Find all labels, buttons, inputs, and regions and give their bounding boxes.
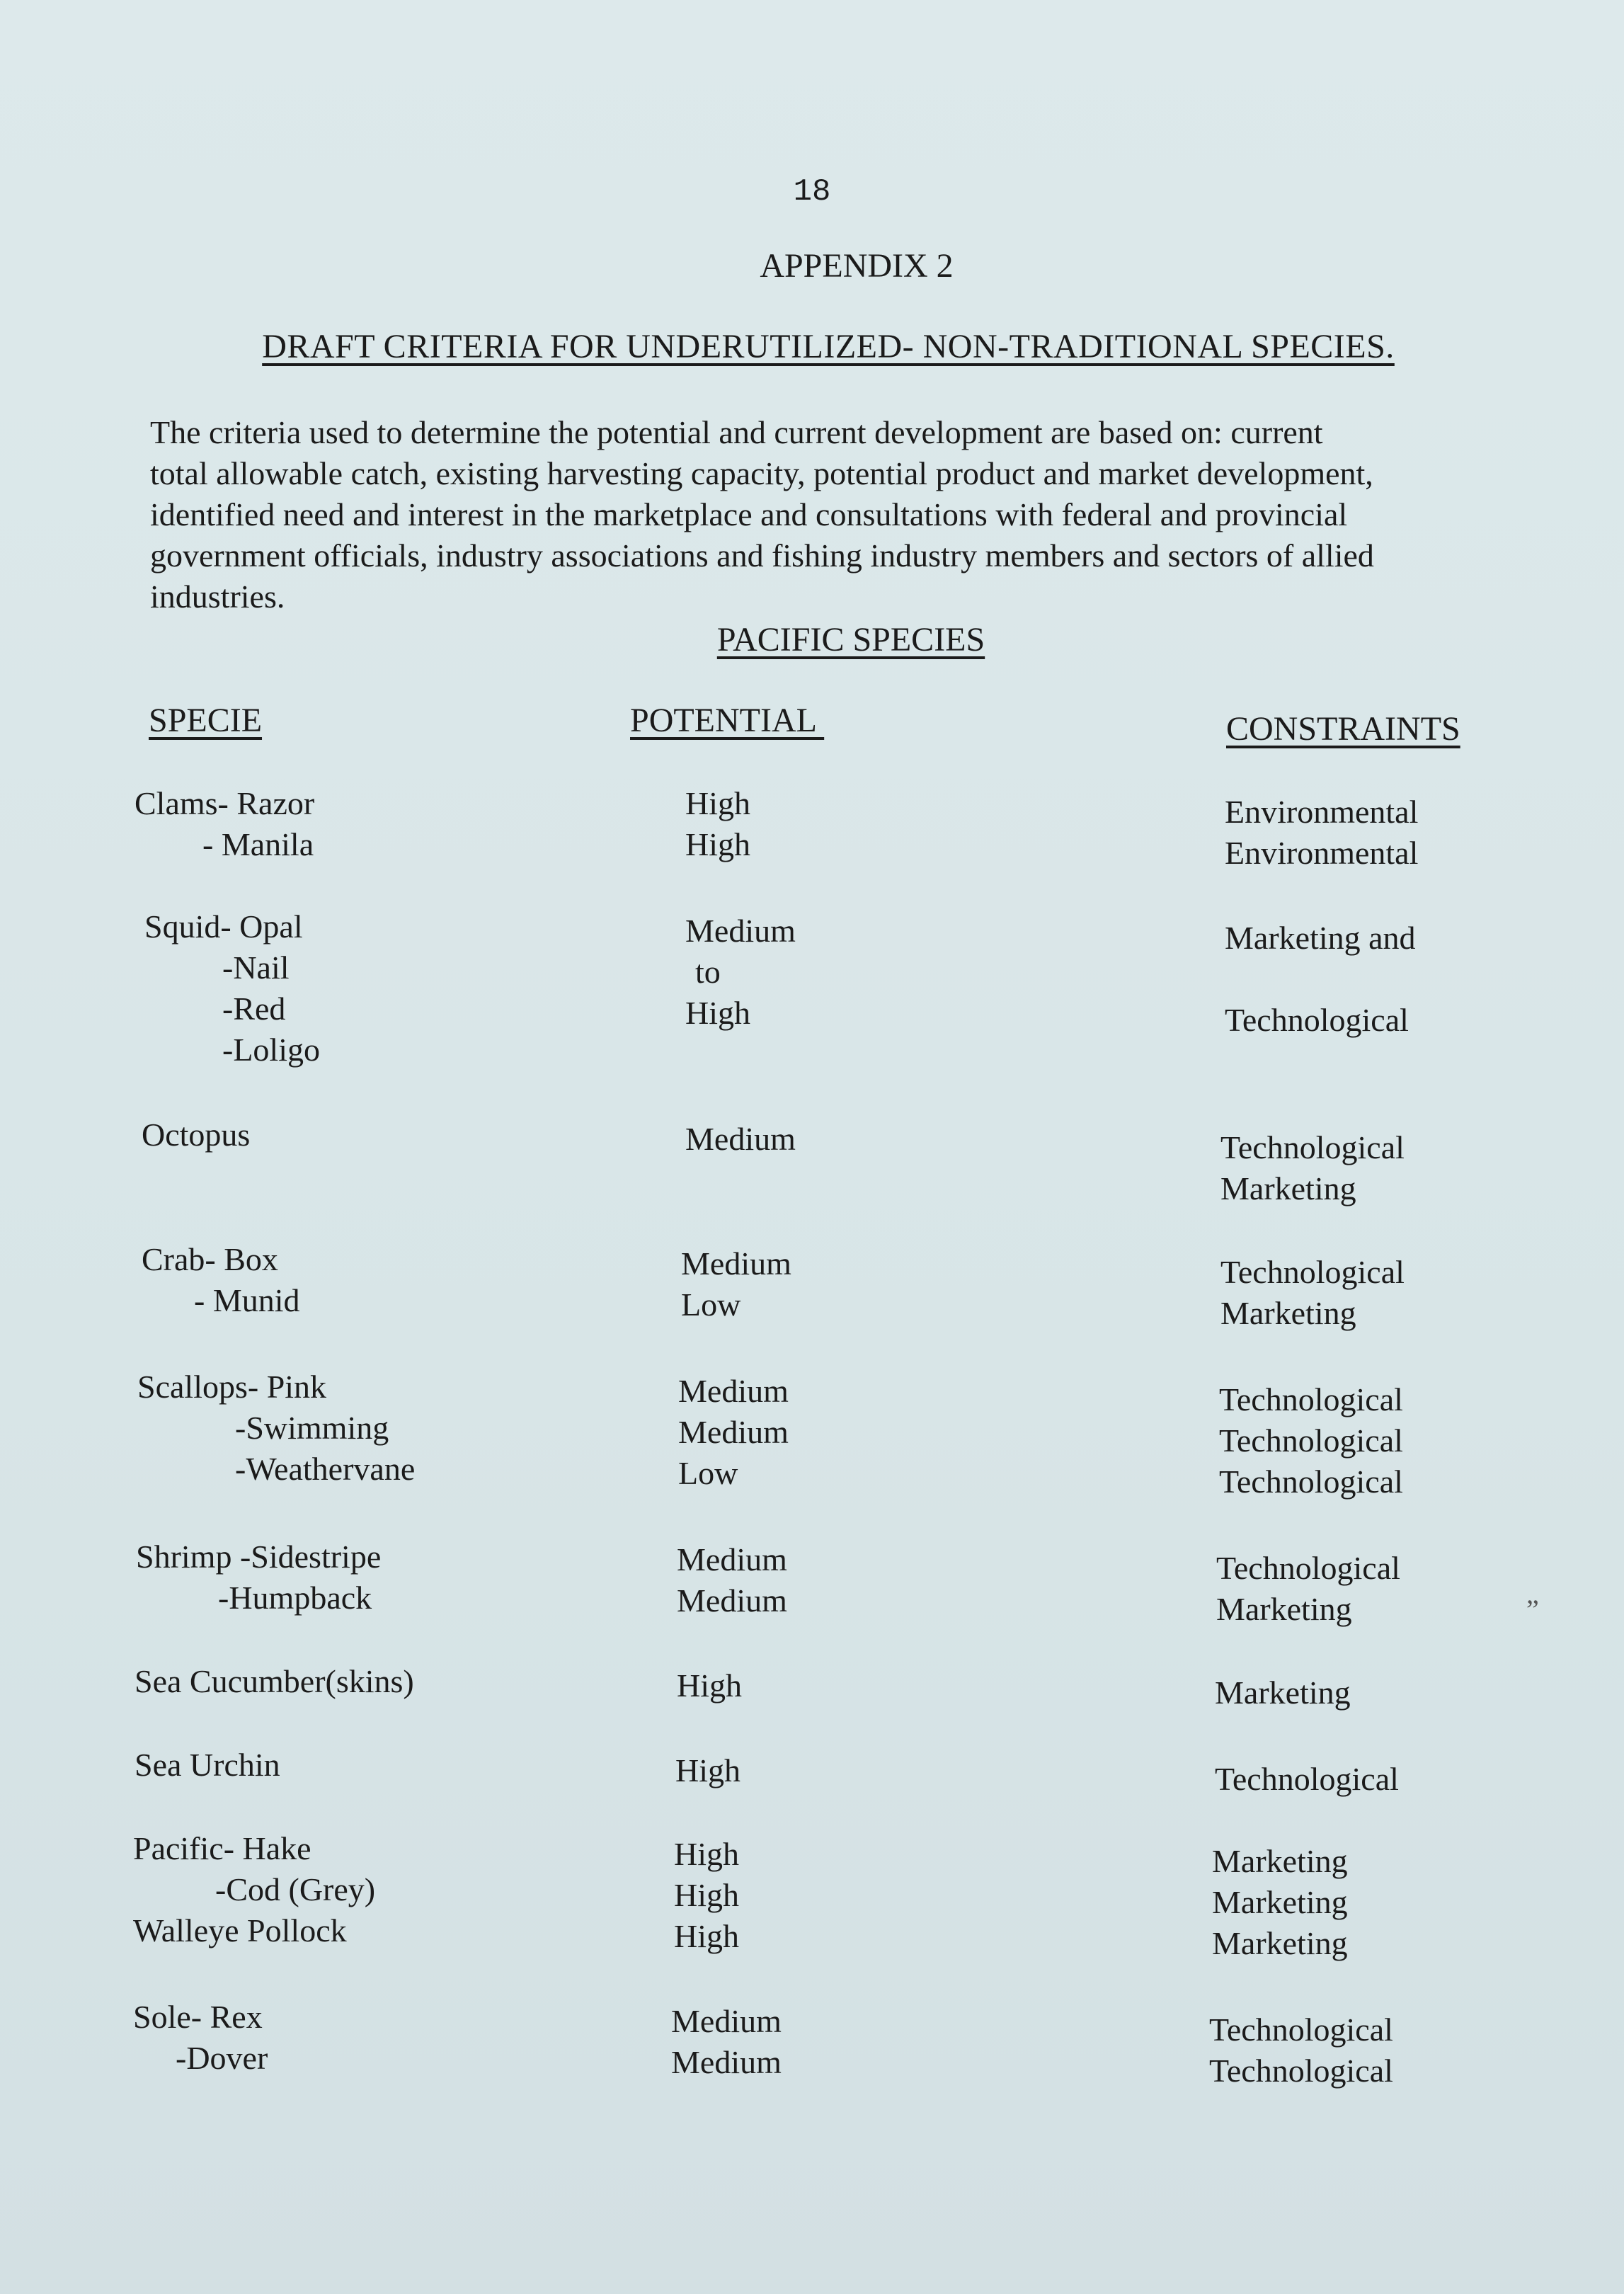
potential-line: High — [675, 1752, 740, 1788]
constraints-cell — [1216, 1548, 1570, 1630]
column-header-potential: POTENTIAL — [630, 702, 825, 739]
specie-cell — [142, 1239, 581, 1321]
potential-cell — [671, 2001, 954, 2083]
document-title: DRAFT CRITERIA FOR UNDERUTILIZED- NON-TRADITIONAL SPECIES. — [262, 328, 1395, 365]
constraint-line: Marketing and — [1225, 920, 1416, 956]
specie-line: Sole- Rex — [133, 1999, 263, 2035]
specie-cell — [133, 1997, 572, 2079]
specie-line: -Dover — [176, 2040, 268, 2076]
constraint-line: Technological — [1220, 1254, 1405, 1290]
constraints-cell — [1225, 792, 1579, 874]
specie-line: -Red — [222, 991, 286, 1027]
constraints-cell — [1215, 1759, 1569, 1800]
specie-line: Octopus — [142, 1117, 251, 1153]
potential-line: Medium — [677, 1582, 787, 1619]
specie-line: Shrimp -Sidestripe — [136, 1539, 382, 1575]
potential-line: Medium — [685, 913, 796, 949]
potential-line: High — [685, 826, 750, 862]
potential-line: Medium — [671, 2044, 782, 2080]
constraint-line: Technological — [1225, 1002, 1409, 1038]
constraint-line: Technological — [1220, 1129, 1405, 1165]
potential-line: Low — [678, 1455, 738, 1491]
specie-cell — [135, 1661, 573, 1702]
specie-line: -Cod (Grey) — [215, 1871, 376, 1907]
constraints-cell — [1215, 1672, 1569, 1713]
specie-line: - Manila — [202, 826, 314, 862]
constraint-line: Technological — [1209, 2053, 1393, 2089]
constraints-cell — [1209, 2009, 1563, 2092]
specie-line: Pacific- Hake — [133, 1830, 311, 1866]
specie-line: - Munid — [194, 1282, 300, 1318]
stray-mark: ” — [1526, 1594, 1539, 1626]
constraint-line: Marketing — [1220, 1295, 1356, 1331]
potential-line: High — [674, 1836, 739, 1872]
constraint-line: Marketing — [1212, 1925, 1348, 1961]
specie-line: Walleye Pollock — [133, 1912, 347, 1948]
specie-line: -Nail — [222, 949, 290, 986]
constraint-line: Technological — [1219, 1422, 1403, 1459]
page-number: 18 — [793, 174, 831, 210]
constraint-line: Technological — [1215, 1761, 1399, 1797]
potential-cell — [677, 1665, 960, 1706]
constraint-line: Technological — [1209, 2011, 1393, 2048]
potential-line: Medium — [678, 1373, 789, 1409]
specie-line: Clams- Razor — [135, 785, 315, 821]
specie-line: -Loligo — [222, 1032, 320, 1068]
column-header-constraints: CONSTRAINTS — [1226, 710, 1460, 748]
section-title: PACIFIC SPECIES — [716, 621, 985, 658]
appendix-label: APPENDIX 2 — [760, 247, 954, 285]
intro-line: industries. — [150, 578, 285, 615]
constraint-line: Technological — [1219, 1381, 1403, 1417]
constraints-cell — [1219, 1379, 1573, 1502]
potential-line: High — [677, 1667, 742, 1704]
specie-line: -Swimming — [235, 1410, 389, 1446]
potential-line: Medium — [681, 1245, 791, 1282]
intro-line: total allowable catch, existing harvesting capacity, potential product and market development, — [150, 455, 1373, 491]
potential-line: Medium — [678, 1414, 789, 1450]
intro-paragraph — [150, 412, 1559, 617]
potential-line: High — [685, 995, 750, 1031]
specie-line: Sea Cucumber(skins) — [135, 1663, 414, 1699]
constraint-line: Marketing — [1215, 1674, 1351, 1711]
constraint-line — [1225, 959, 1579, 1000]
specie-line: Sea Urchin — [135, 1747, 280, 1783]
potential-line: High — [685, 785, 750, 821]
potential-line: Medium — [671, 2003, 782, 2039]
constraint-line: Technological — [1216, 1550, 1400, 1586]
specie-line: Squid- Opal — [144, 908, 303, 945]
constraint-line: Technological — [1219, 1463, 1403, 1500]
potential-cell — [675, 1750, 959, 1791]
potential-line: Medium — [677, 1541, 787, 1577]
potential-line: High — [674, 1918, 739, 1954]
potential-cell — [681, 1243, 964, 1325]
specie-cell — [144, 906, 583, 1071]
potential-cell — [678, 1371, 961, 1494]
intro-line: identified need and interest in the marketplace and consultations with federal and provincial — [150, 496, 1348, 532]
potential-cell — [685, 1119, 968, 1160]
constraint-line: Marketing — [1216, 1591, 1352, 1627]
potential-line: High — [674, 1877, 739, 1913]
constraint-line: Marketing — [1212, 1843, 1348, 1879]
potential-line: Medium — [685, 1121, 796, 1157]
intro-line: The criteria used to determine the potential and current development are based on: current — [150, 414, 1323, 450]
constraint-line: Marketing — [1220, 1170, 1356, 1206]
specie-line: Crab- Box — [142, 1241, 278, 1277]
specie-cell — [137, 1366, 576, 1490]
specie-cell — [133, 1828, 572, 1951]
constraints-cell — [1220, 1127, 1574, 1209]
potential-cell — [677, 1539, 960, 1621]
specie-cell — [135, 1745, 573, 1786]
potential-cell — [674, 1834, 957, 1957]
specie-cell — [142, 1114, 581, 1155]
potential-cell — [685, 783, 968, 865]
constraint-line: Environmental — [1225, 794, 1419, 830]
potential-line: to — [695, 954, 721, 990]
constraint-line: Marketing — [1212, 1884, 1348, 1920]
constraints-cell — [1220, 1252, 1574, 1334]
specie-cell — [136, 1536, 575, 1619]
potential-line: Low — [681, 1286, 741, 1323]
intro-line: government officials, industry associations and fishing industry members and sectors of allied — [150, 537, 1374, 574]
constraints-cell — [1212, 1841, 1566, 1964]
specie-line: Scallops- Pink — [137, 1369, 327, 1405]
specie-cell — [135, 783, 573, 865]
constraints-cell — [1225, 918, 1579, 1041]
specie-line: -Humpback — [218, 1580, 372, 1616]
constraint-line: Environmental — [1225, 835, 1419, 871]
potential-cell — [685, 911, 968, 1034]
specie-line: -Weathervane — [235, 1451, 416, 1487]
column-header-specie: SPECIE — [149, 702, 263, 739]
